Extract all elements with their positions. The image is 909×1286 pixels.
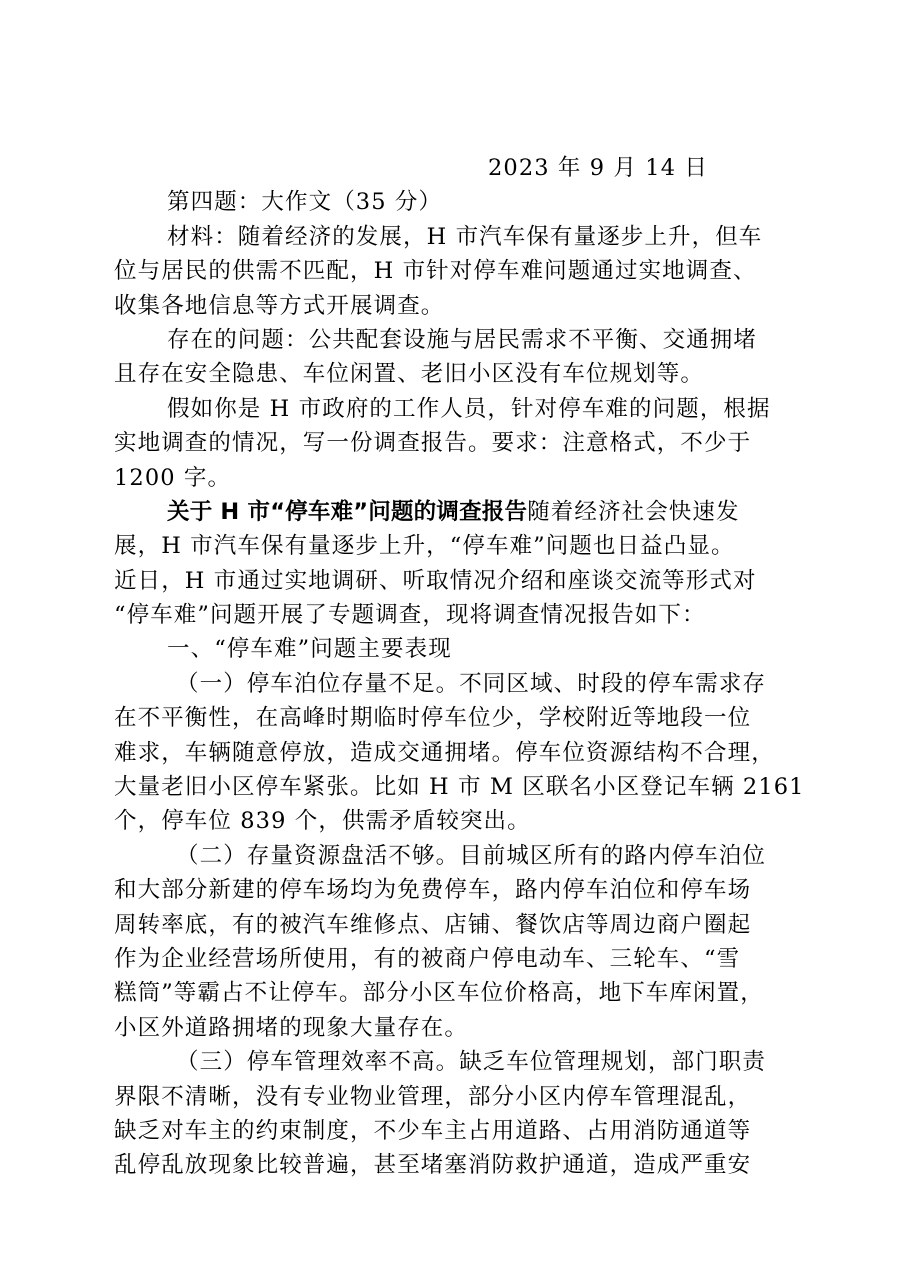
question-heading: 第四题：大作文（35 分） — [167, 189, 443, 216]
paragraph-line: 周转率底，有的被汽车维修点、店铺、餐饮店等周边商户圈起 — [114, 911, 752, 938]
paragraph-line: （二）存量资源盘活不够。目前城区所有的路内停车泊位 — [176, 842, 767, 869]
paragraph-line: 且存在安全隐患、车位闲置、老旧小区没有车位规划等。 — [114, 361, 705, 388]
paragraph-line: 材料：随着经济的发展，H 市汽车保有量逐步上升，但车 — [167, 223, 763, 250]
task-paragraph — [114, 392, 804, 495]
paragraph-line: 乱停乱放现象比较普遍，甚至堵塞消防救护通道，造成严重安 — [114, 1152, 752, 1179]
paragraph-line: 作为企业经营场所使用，有的被商户停电动车、三轮车、“雪 — [114, 945, 741, 972]
paragraph-line: 展，H 市汽车保有量逐步上升，“停车难”问题也日益凸显。 — [114, 533, 735, 560]
paragraph-line: 个，停车位 839 个，供需矛盾较突出。 — [114, 808, 531, 835]
paragraph-line: 1200 字。 — [114, 464, 232, 491]
paragraph-line: 存在的问题：公共配套设施与居民需求不平衡、交通拥堵 — [167, 326, 758, 353]
paragraph-line: 在不平衡性，在高峰时期临时停车位少，学校附近等地段一位 — [114, 705, 752, 732]
paragraph-line: “停车难”问题开展了专题调查，现将调查情况报告如下： — [114, 602, 706, 629]
paragraph-line: 难求，车辆随意停放，造成交通拥堵。停车位资源结构不合理， — [114, 739, 775, 766]
document-body — [114, 151, 804, 1183]
paragraph-line: 近日，H 市通过实地调研、听取情况介绍和座谈交流等形式对 — [114, 567, 757, 594]
paragraph-line: 缺乏对车主的约束制度，不少车主占用道路、占用消防通道等 — [114, 1117, 752, 1144]
section-heading: 一、“停车难”问题主要表现 — [167, 636, 452, 663]
paragraph-line: 和大部分新建的停车场均为免费停车，路内停车泊位和停车场 — [114, 877, 752, 904]
paragraph-line: （三）停车管理效率不高。缺乏车位管理规划，部门职责 — [176, 1049, 767, 1076]
report-title: 关于 H 市“停车难”问题的调查报告 — [167, 498, 528, 525]
paragraph-line: 假如你是 H 市政府的工作人员，针对停车难的问题，根据 — [167, 395, 771, 422]
paragraph-line — [114, 495, 804, 529]
report-intro-start: 随着经济社会快速发 — [527, 498, 740, 525]
paragraph-line: 大量老旧小区停车紧张。比如 H 市 M 区联名小区登记车辆 2161 — [114, 774, 805, 801]
point-2-paragraph — [114, 839, 804, 1045]
point-3-paragraph — [114, 1045, 804, 1183]
point-1-paragraph — [114, 667, 804, 839]
paragraph-line: 小区外道路拥堵的现象大量存在。 — [114, 1014, 469, 1041]
paragraph-line: 实地调查的情况，写一份调查报告。要求：注意格式，不少于 — [114, 430, 752, 457]
report-intro-paragraph — [114, 495, 804, 633]
material-paragraph — [114, 220, 804, 323]
document-date: 2023 年 9 月 14 日 — [488, 155, 708, 181]
problems-paragraph — [114, 323, 804, 392]
paragraph-line: （一）停车泊位存量不足。不同区域、时段的停车需求存 — [176, 670, 767, 697]
paragraph-line: 界限不清晰，没有专业物业管理，部分小区内停车管理混乱， — [114, 1083, 752, 1110]
paragraph-line: 收集各地信息等方式开展调查。 — [114, 292, 445, 319]
paragraph-line: 位与居民的供需不匹配，H 市针对停车难问题通过实地调查、 — [114, 258, 757, 285]
paragraph-line: 糕筒”等霸占不让停车。部分小区车位价格高，地下车库闲置， — [114, 980, 764, 1007]
